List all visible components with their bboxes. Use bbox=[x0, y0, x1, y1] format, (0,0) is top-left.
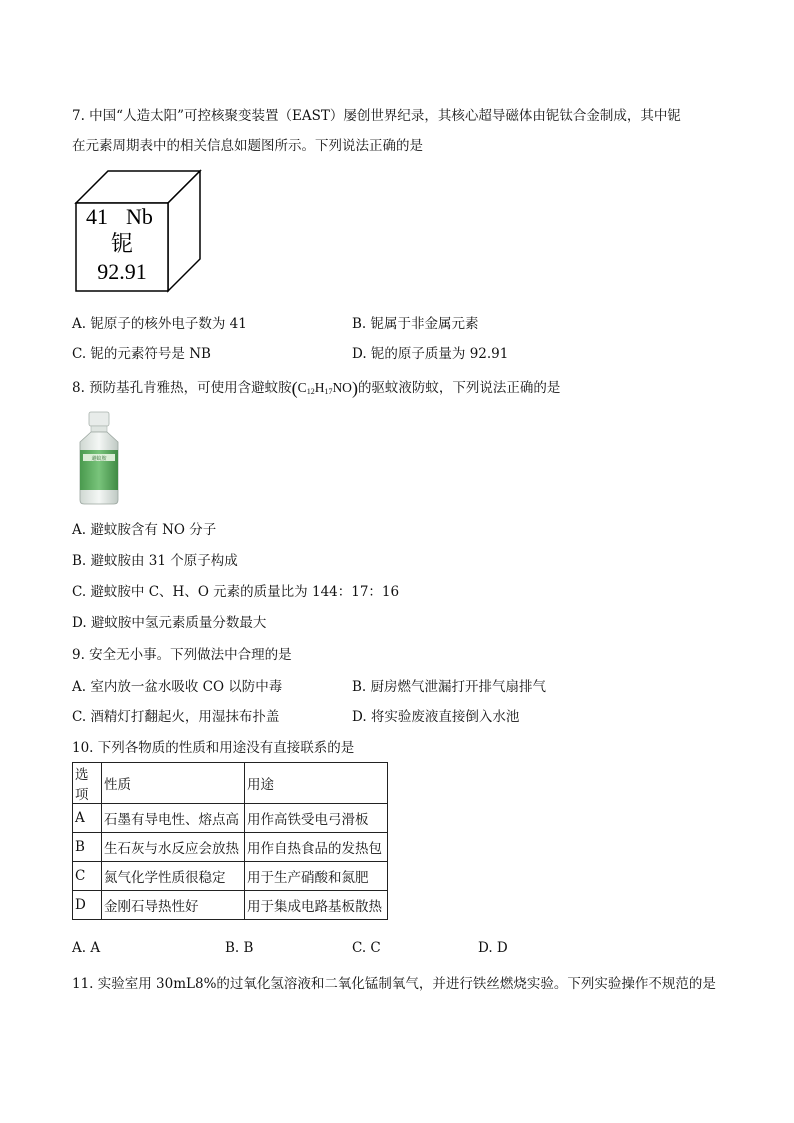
q9-option-a: A. 室内放一盆水吸收 CO 以防中毒 bbox=[72, 679, 283, 695]
table-cell: B bbox=[73, 833, 102, 862]
table-cell: 用于集成电路基板散热 bbox=[245, 891, 388, 920]
q8-option-b: B. 避蚊胺由 31 个原子构成 bbox=[72, 553, 238, 569]
table-row bbox=[73, 862, 388, 891]
table-header-cell: 选项 bbox=[73, 763, 102, 804]
q9-option-b: B. 厨房燃气泄漏打开排气扇排气 bbox=[352, 679, 547, 695]
formula-no: NO bbox=[332, 380, 352, 395]
table-cell: A bbox=[73, 804, 102, 833]
q10-option-b: B. B bbox=[225, 940, 254, 956]
element-number: 41 bbox=[86, 204, 108, 229]
element-cube-figure bbox=[70, 165, 205, 295]
table-header-row bbox=[73, 763, 388, 804]
table-header-cell: 用途 bbox=[245, 763, 388, 804]
deet-formula: $(C_{12}H_{17}NO)$ bbox=[291, 378, 358, 398]
table-cell: 用于生产硝酸和氮肥 bbox=[245, 862, 388, 891]
repellent-bottle-image bbox=[72, 410, 126, 506]
formula-h: H bbox=[314, 380, 325, 395]
table-cell: D bbox=[73, 891, 102, 920]
element-symbol: Nb bbox=[126, 204, 153, 229]
property-use-table bbox=[72, 762, 388, 920]
table-row bbox=[73, 833, 388, 862]
table-cell: C bbox=[73, 862, 102, 891]
q10-option-a: A. A bbox=[72, 940, 101, 956]
q7-stem-line2: 在元素周期表中的相关信息如题图所示。下列说法正确的是 bbox=[72, 138, 423, 154]
formula-c-sub: 12 bbox=[306, 387, 315, 396]
q7-option-b: B. 铌属于非金属元素 bbox=[352, 316, 479, 332]
table-cell: 用作自热食品的发热包 bbox=[245, 833, 388, 862]
bottle-label-text: 避蚊胺 bbox=[91, 456, 107, 462]
q8-stem bbox=[72, 376, 560, 399]
table-cell: 氮气化学性质很稳定 bbox=[102, 862, 245, 891]
q10-option-c: C. C bbox=[352, 940, 381, 956]
table-row bbox=[73, 804, 388, 833]
formula-h-sub: 17 bbox=[324, 387, 333, 396]
q8-option-d: D. 避蚊胺中氢元素质量分数最大 bbox=[72, 615, 267, 631]
table-cell: 用作高铁受电弓滑板 bbox=[245, 804, 388, 833]
table-cell: 金刚石导热性好 bbox=[102, 891, 245, 920]
q8-stem-after: 的驱蚊液防蚊，下列说法正确的是 bbox=[357, 380, 561, 396]
table-row bbox=[73, 891, 388, 920]
q8-option-a: A. 避蚊胺含有 NO 分子 bbox=[72, 522, 217, 538]
q8-option-c: C. 避蚊胺中 C、H、O 元素的质量比为 144：17：16 bbox=[72, 584, 400, 600]
element-mass: 92.91 bbox=[97, 259, 147, 284]
q7-option-a: A. 铌原子的核外电子数为 41 bbox=[72, 316, 247, 332]
q9-option-c: C. 酒精灯打翻起火，用湿抹布扑盖 bbox=[72, 709, 280, 725]
table-cell: 生石灰与水反应会放热 bbox=[102, 833, 245, 862]
formula-c: C bbox=[297, 380, 307, 395]
table-header-cell: 性质 bbox=[102, 763, 245, 804]
table-cell: 石墨有导电性、熔点高 bbox=[102, 804, 245, 833]
q11-stem: 11. 实验室用 30mL8%的过氧化氢溶液和二氧化锰制氧气，并进行铁丝燃烧实验。下列实验操作不规范的是 bbox=[72, 976, 716, 992]
q7-stem-line1: 7. 中国“人造太阳”可控核聚变装置（EAST）屡创世界纪录，其核心超导磁体由铌钛合金制成，其中铌 bbox=[72, 108, 681, 124]
q9-option-d: D. 将实验废液直接倒入水池 bbox=[352, 709, 520, 725]
q7-option-c: C. 铌的元素符号是 NB bbox=[72, 346, 211, 362]
q7-option-d: D. 铌的原子质量为 92.91 bbox=[352, 346, 509, 362]
q10-stem: 10. 下列各物质的性质和用途没有直接联系的是 bbox=[72, 740, 355, 756]
q8-stem-before: 8. 预防基孔肯雅热，可使用含避蚊胺 bbox=[72, 380, 292, 396]
q10-option-d: D. D bbox=[478, 940, 508, 956]
q9-stem: 9. 安全无小事。下列做法中合理的是 bbox=[72, 647, 292, 663]
element-name: 铌 bbox=[110, 232, 134, 257]
